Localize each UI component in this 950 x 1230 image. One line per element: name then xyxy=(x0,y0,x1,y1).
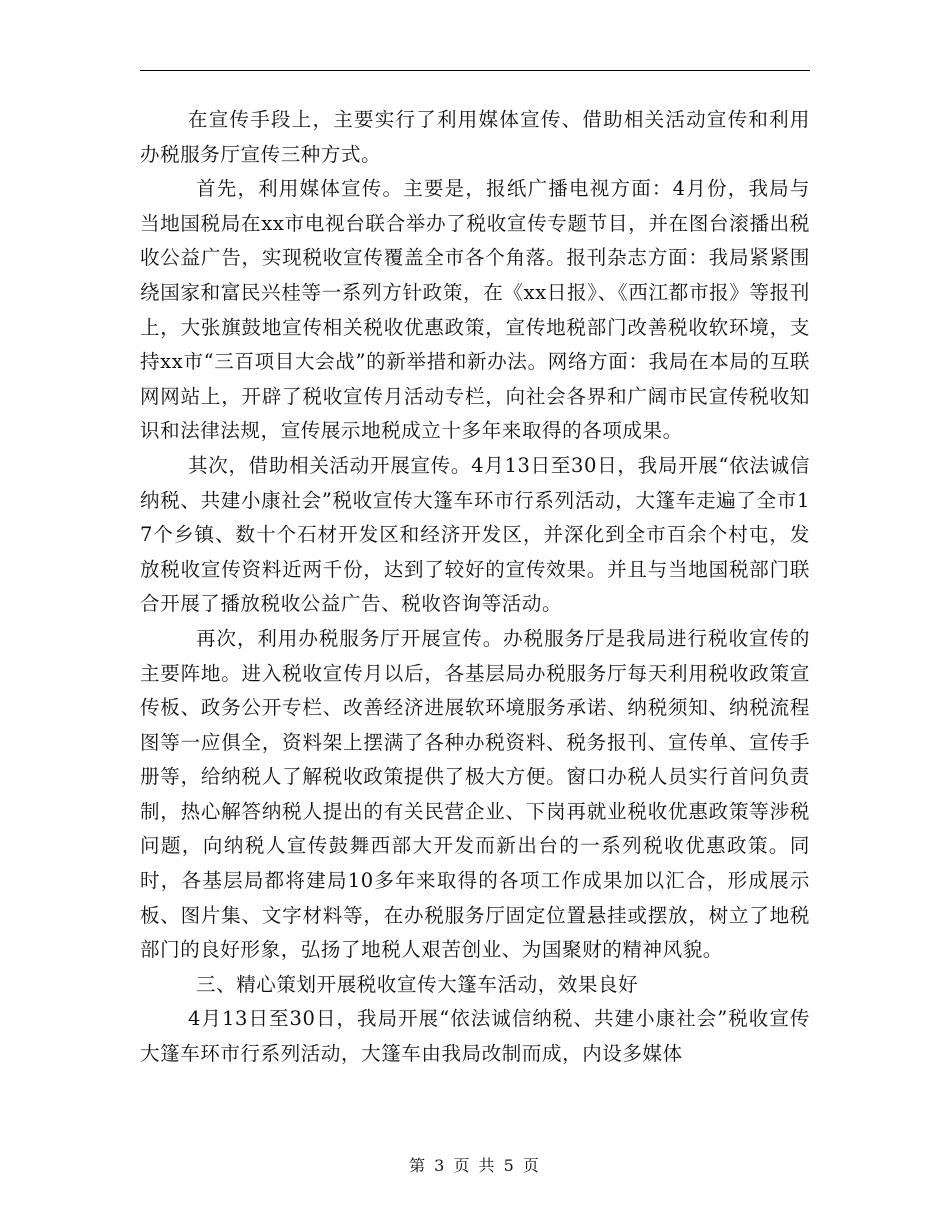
document-body xyxy=(140,103,810,1072)
page-number-footer: 第 3 页 共 5 页 xyxy=(409,1156,541,1175)
header-rule xyxy=(140,70,810,71)
paragraph-caravan-activity: 4月13日至30日，我局开展“依法诚信纳税、共建小康社会”税收宣传大篷车环市行系列活动，大篷车由我局改制而成，内设多媒体 xyxy=(140,1007,810,1066)
section-heading-caravan: 三、精心策划开展税收宣传大篷车活动，效果良好 xyxy=(196,972,639,996)
paragraph-activity-publicity: 其次，借助相关活动开展宣传。4月13日至30日，我局开展“依法诚信纳税、共建小康社会”税收宣传大篷车环市行系列活动，大篷车走遍了全市17个乡镇、数十个石材开发区和经济开发区，并深化到全市百余个村屯，发放税收宣传资料近两千份，达到了较好的宣传效果。并且与当地国税部门联合开展了播放税收公益广告、税收咨询等活动。 xyxy=(140,453,810,616)
paragraph-publicity-methods: 在宣传手段上，主要实行了利用媒体宣传、借助相关活动宣传和利用办税服务厅宣传三种方式。 xyxy=(140,108,810,166)
paragraph-media-publicity: 首先，利用媒体宣传。主要是，报纸广播电视方面：4月份，我局与当地国税局在xx市电视台联合举办了税收宣传专题节目，并在图台滚播出税收公益广告，实现税收宣传覆盖全市各个角落。报刊杂志方面：我局紧紧围绕国家和富民兴桂等一系列方针政策，在《xx日报》、《西江都市报》等报刊上，大张旗鼓地宣传相关税收优惠政策，宣传地税部门改善税收软环境，支持xx市“三百项目大会战”的新举措和新办法。网络方面：我局在本局的互联网网站上，开辟了税收宣传月活动专栏，向社会各界和广阔市民宣传税收知识和法律法规，宣传展示地税成立十多年来取得的各项成果。 xyxy=(140,177,810,443)
paragraph-service-hall-publicity: 再次，利用办税服务厅开展宣传。办税服务厅是我局进行税收宣传的主要阵地。进入税收宣传月以后，各基层局办税服务厅每天利用税收政策宣传板、政务公开专栏、改善经济进展软环境服务承诺、纳税须知、纳税流程图等一应俱全，资料架上摆满了各种办税资料、税务报刊、宣传单、宣传手册等，给纳税人了解税收政策提供了极大方便。窗口办税人员实行首问负责制，热心解答纳税人提出的有关民营企业、下岗再就业税收优惠政策等涉税问题，向纳税人宣传鼓舞西部大开发而新出台的一系列税收优惠政策。同时，各基层局都将建局10多年来取得的各项工作成果加以汇合，形成展示板、图片集、文字材料等，在办税服务厅固定位置悬挂或摆放，树立了地税部门的良好形象，弘扬了地税人艰苦创业、为国聚财的精神风貌。 xyxy=(140,626,810,962)
